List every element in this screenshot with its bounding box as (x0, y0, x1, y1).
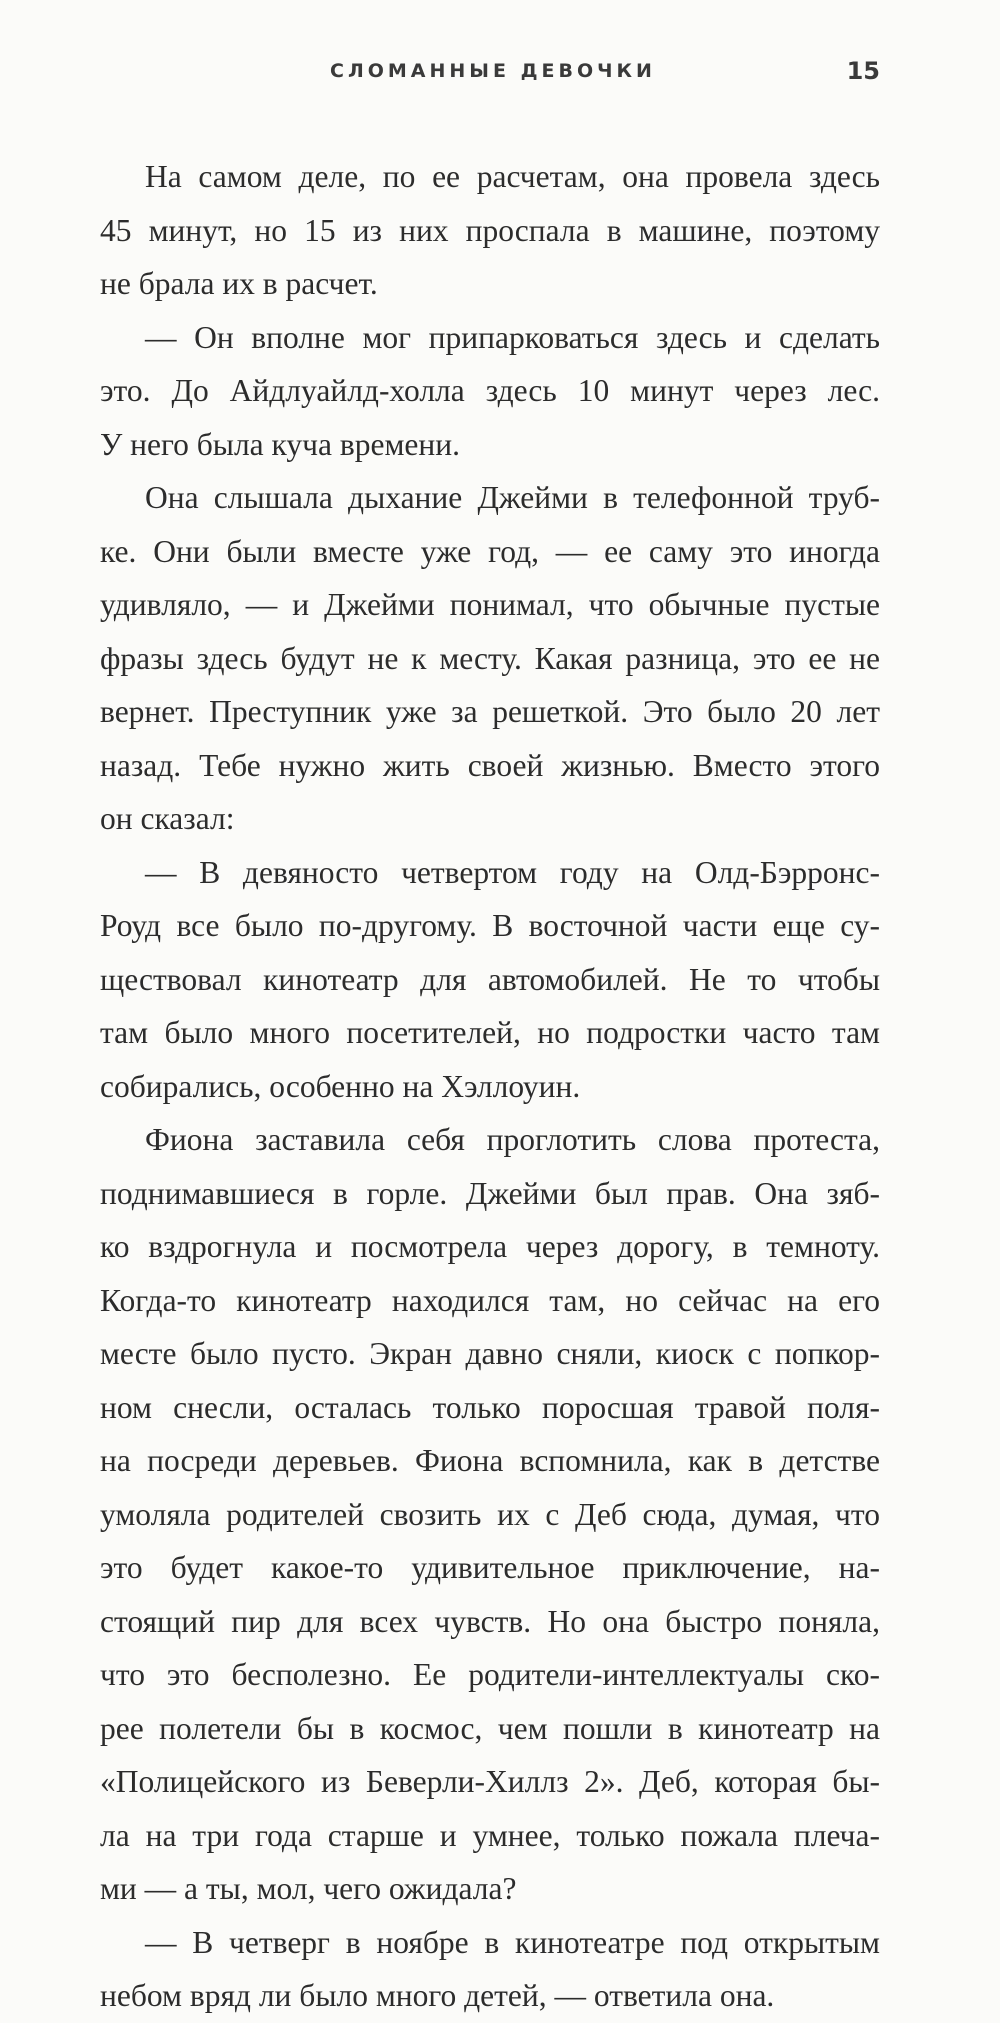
text-line: что это бесполезно. Ее родители-интеллектуалы ско- (100, 1657, 880, 1692)
text-line: — В девяносто четвертом году на Олд-Бэрронс- (145, 854, 880, 890)
text-line: — Он вполне мог припарковаться здесь и сделать (145, 319, 880, 355)
text-line: Роуд все было по-другому. В восточной части еще су- (100, 908, 880, 943)
text-line: небом вряд ли было много детей, — ответила она. (100, 1978, 775, 2013)
text-line: У него была куча времени. (100, 426, 460, 462)
text-line: удивляло, — и Джейми понимал, что обычные пустые (100, 587, 880, 622)
text-line: вернет. Преступник уже за решеткой. Это было 20 лет (100, 694, 880, 729)
text-line: 45 минут, но 15 из них проспала в машине, поэтому (100, 212, 880, 248)
book-title: СЛОМАННЫЕ ДЕВОЧКИ (330, 60, 656, 82)
text-line: умоляла родителей свозить их с Деб сюда, думая, что (100, 1496, 880, 1532)
text-line: ко вздрогнула и посмотрела через дорогу, в темноту. (100, 1229, 880, 1264)
text-line: не брала их в расчет. (100, 266, 378, 301)
text-line: На самом деле, по ее расчетам, она провела здесь (145, 159, 880, 194)
text-line: ном снесли, осталась только поросшая травой поля- (100, 1389, 880, 1425)
body-text (100, 150, 880, 2023)
text-line: стоящий пир для всех чувств. Но она быстро поняла, (100, 1603, 880, 1639)
text-line: на посреди деревьев. Фиона вспомнила, как в детстве (100, 1443, 880, 1478)
text-line: это будет какое-то удивительное приключение, на- (100, 1550, 880, 1585)
page-number: 15 (846, 57, 880, 85)
text-line: назад. Тебе нужно жить своей жизнью. Вместо этого (100, 747, 880, 783)
text-line: ла на три года старше и умнее, только пожала плеча- (100, 1817, 880, 1853)
text-line: собирались, особенно на Хэллоуин. (100, 1068, 581, 1104)
text-line: Она слышала дыхание Джейми в телефонной труб- (145, 480, 880, 515)
text-line: он сказал: (100, 801, 235, 836)
text-line: там было много посетителей, но подростки часто там (100, 1015, 880, 1050)
text-line: месте было пусто. Экран давно сняли, киоск с попкор- (100, 1336, 880, 1371)
text-line: «Полицейского из Беверли-Хиллз 2». Деб, которая бы- (100, 1764, 880, 1799)
text-line: рее полетели бы в космос, чем пошли в кинотеатр на (100, 1710, 880, 1746)
text-line: ке. Они были вместе уже год, — ее саму это иногда (100, 533, 880, 569)
text-line: поднимавшиеся в горле. Джейми был прав. Она зяб- (100, 1175, 880, 1211)
text-line: Когда-то кинотеатр находился там, но сейчас на его (100, 1282, 880, 1318)
text-line: это. До Айдлуайлд-холла здесь 10 минут через лес. (100, 373, 880, 408)
running-header (0, 57, 1000, 90)
text-line: Фиона заставила себя проглотить слова протеста, (145, 1122, 880, 1157)
text-line: ществовал кинотеатр для автомобилей. Не то чтобы (100, 961, 880, 997)
text-line: фразы здесь будут не к месту. Какая разница, это ее не (100, 640, 880, 676)
text-line: ми — а ты, мол, чего ожидала? (100, 1871, 517, 1906)
text-line: — В четверг в ноябре в кинотеатре под открытым (145, 1924, 880, 1960)
